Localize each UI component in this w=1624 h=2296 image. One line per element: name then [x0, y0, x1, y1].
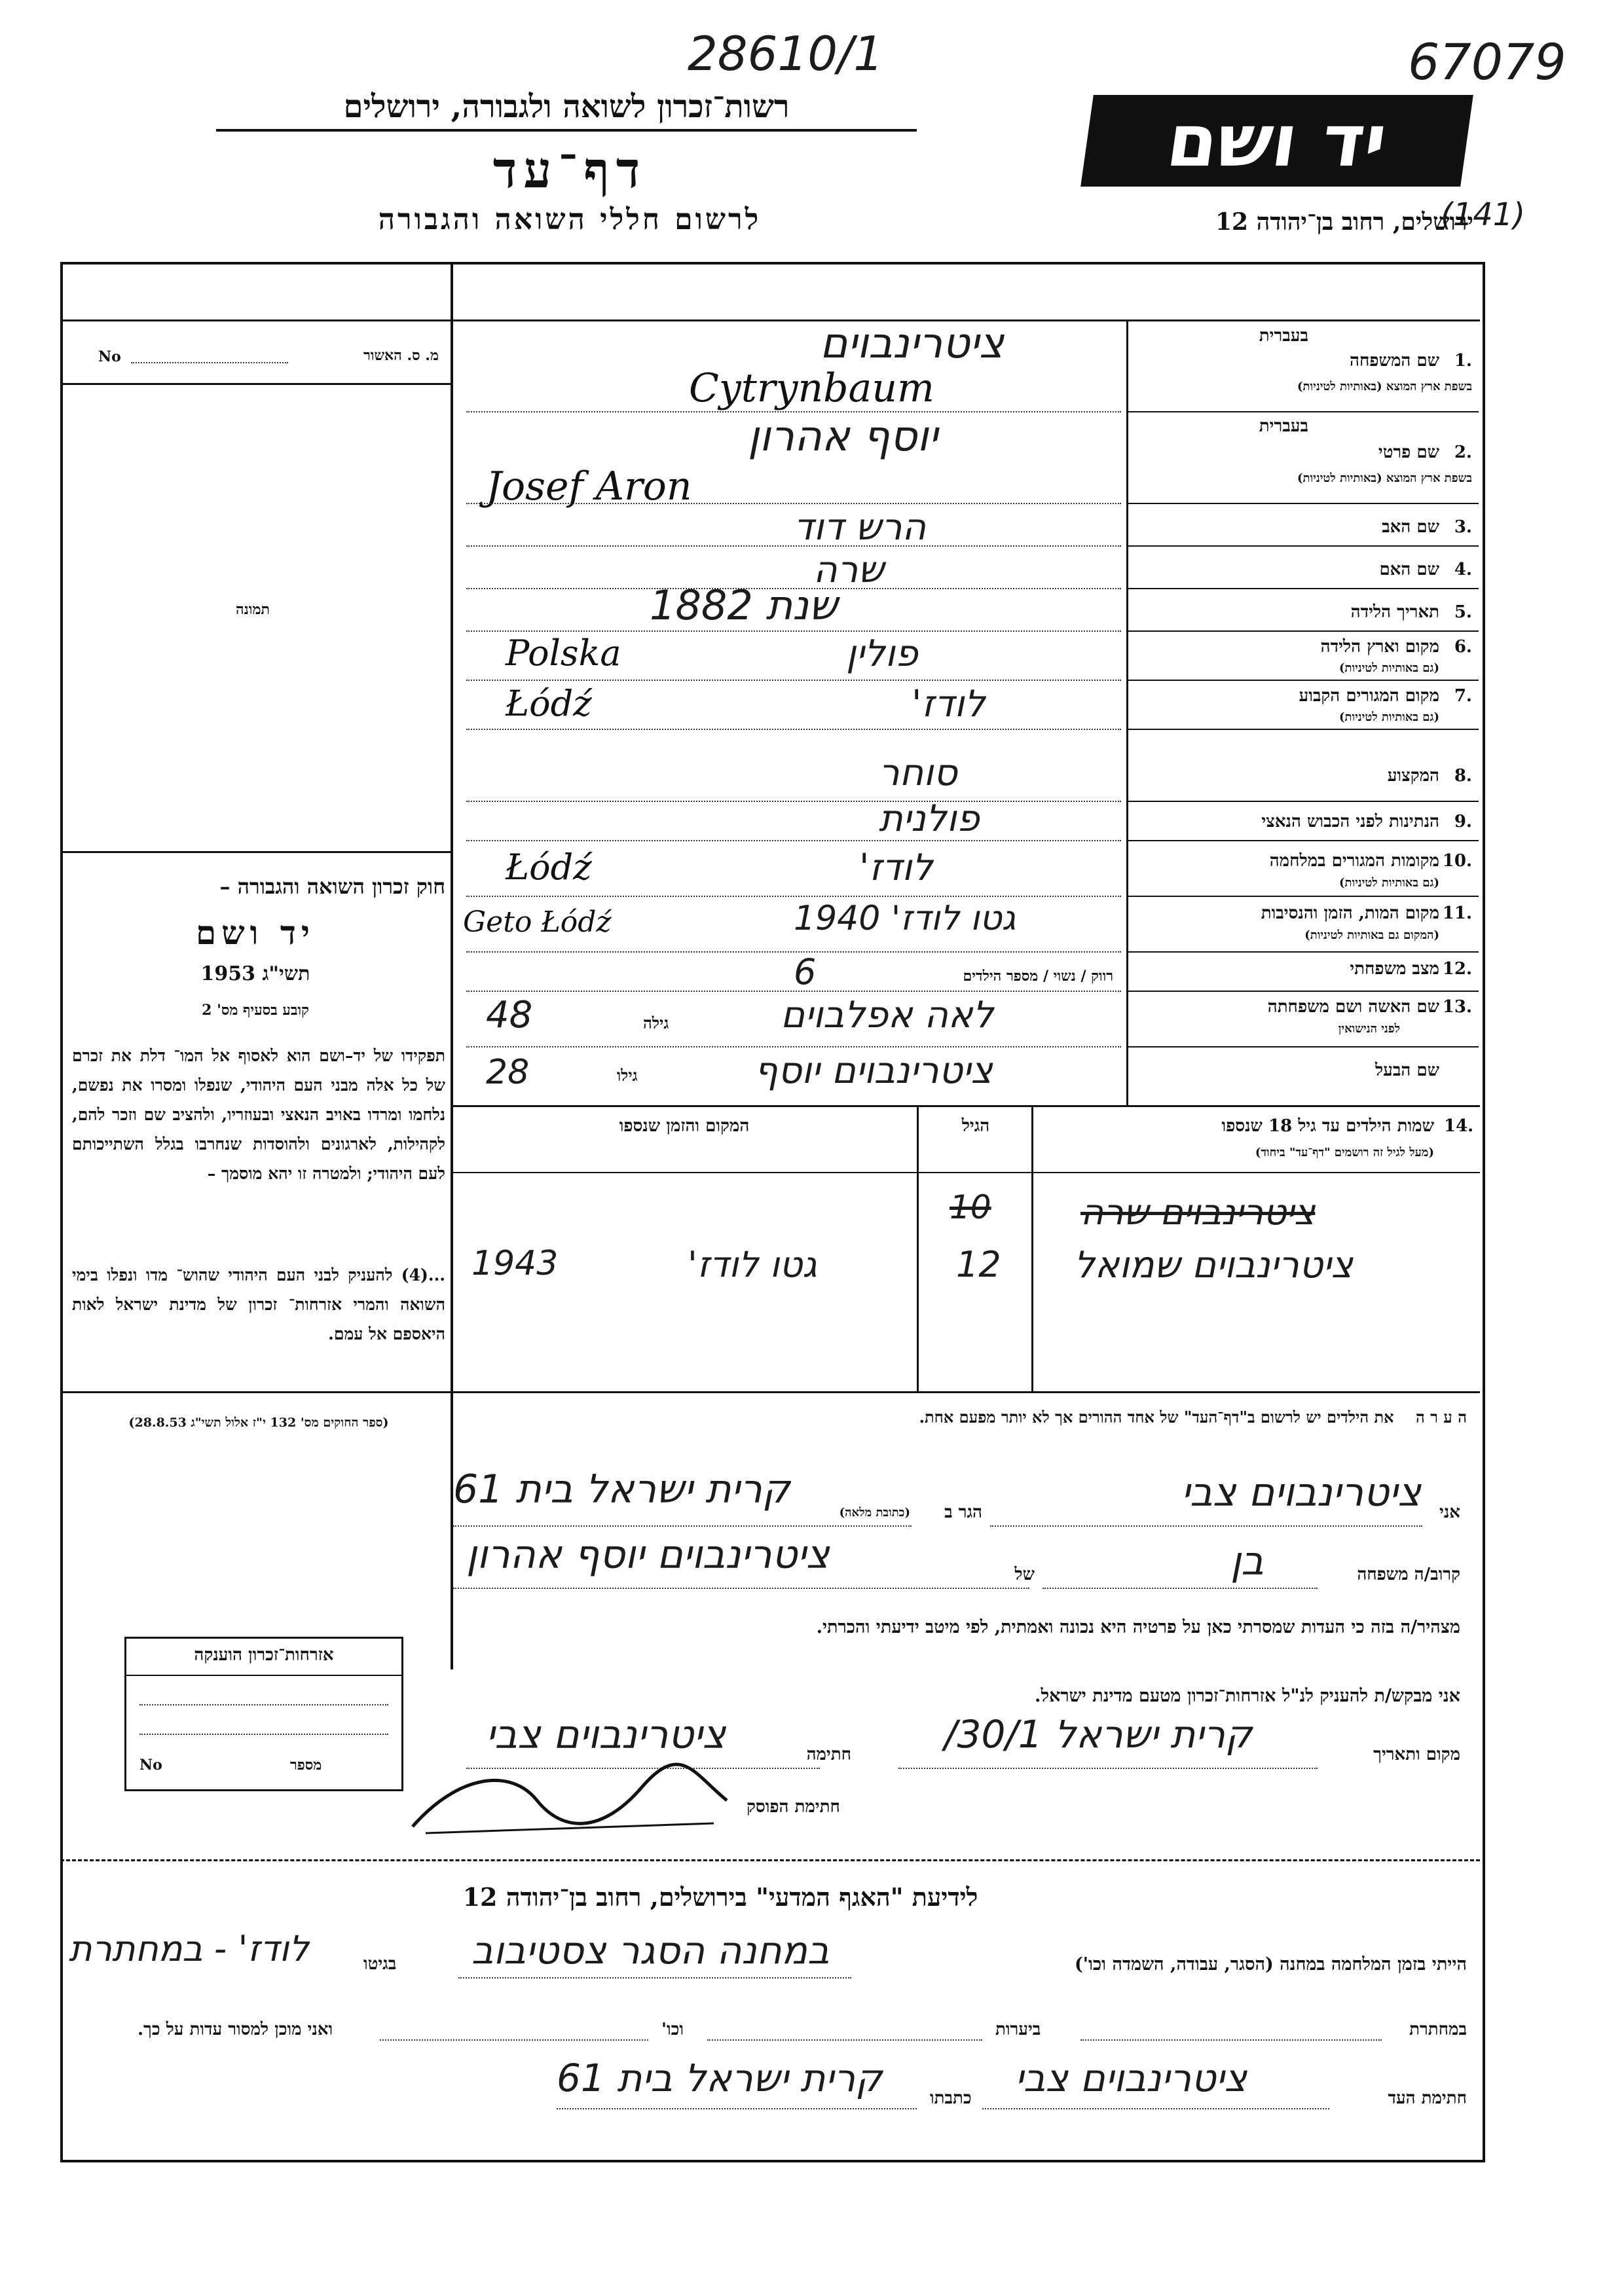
footer-underground-label: במחתרת: [1409, 2020, 1467, 2039]
husband-name: ציטרינבוים יוסף: [754, 1049, 993, 1092]
row-2-num: 2.: [1454, 443, 1472, 462]
form-subtitle: לרשום חללי השואה והגבורה: [378, 203, 762, 236]
row-11-sub: (המקום גם באותיות לטיניות): [1304, 928, 1439, 942]
birth-place-latin: Polska: [506, 632, 621, 674]
row-6-label: מקום וארץ הלידה: [1320, 637, 1439, 657]
logo-text: יד ושם: [1162, 99, 1392, 183]
row-3-label: שם האב: [1382, 517, 1439, 537]
row-2-lang: בעברית: [1259, 416, 1308, 436]
decl-signature-label: חתימה: [806, 1745, 851, 1764]
footer-address-label: כתבתו: [930, 2088, 972, 2108]
decl-place-date: קרית ישראל 30/1/: [944, 1712, 1253, 1757]
row-12-num: 12.: [1442, 959, 1472, 979]
child-2-year: 1943: [471, 1244, 559, 1283]
law-text-2: ...(4) להעניק לבני העם היהודי שהוש־ מדו ונפלו בימי השואה והמרי אזרחות־ זכרון של מדינת ישראל לאות היאספם אל עמם.: [72, 1266, 445, 1343]
row-3-num: 3.: [1454, 517, 1472, 537]
law-name: יד ושם: [196, 913, 315, 952]
row-1-label: שם המשפחה: [1350, 351, 1439, 371]
row-4-num: 4.: [1454, 560, 1472, 579]
note-line: [458, 1408, 1467, 1427]
children-num: 14.: [1444, 1116, 1474, 1136]
footer-testify-label: ואני מוכן למסור עדות על כך.: [138, 2020, 333, 2039]
husband-age-label: גילו: [617, 1066, 638, 1085]
decl-name: ציטרינבוים צבי: [1181, 1470, 1421, 1516]
row-13-label: שם האשה ושם משפחתה: [1267, 997, 1439, 1017]
child-1-name: ציטרינבוים שרה: [1080, 1192, 1316, 1233]
row-6-num: 6.: [1454, 637, 1472, 657]
photo-label: תמונה: [236, 601, 270, 618]
wife-age-label: גילה: [643, 1013, 669, 1032]
child-2-place: גטו לודז': [688, 1244, 817, 1285]
footer-title: לידיעת "האגף המדעי" בירושלים, רחוב בן־יהודה 12: [462, 1882, 978, 1912]
children-count: 6: [794, 951, 817, 993]
circled-number: (141): [1441, 196, 1526, 233]
child-2-age: 12: [956, 1244, 1001, 1285]
decl-relation: בן: [1230, 1539, 1264, 1584]
children-place-header: המקום והזמן שנספו: [619, 1116, 750, 1136]
approval-label: מ. ס. האשור: [363, 347, 439, 364]
decl-request: אני מבקש/ת להעניק לנ"ל אזרחות־זכרון מטעם מדינת ישראל.: [1035, 1686, 1460, 1706]
row-10-label: מקומות המגורים במלחמה: [1269, 851, 1439, 871]
decl-signature: ציטרינבוים צבי: [486, 1712, 726, 1758]
decl-relative-label: קרוב/ה משפחה: [1357, 1565, 1460, 1584]
row-10-sub: (גם באותיות לטיניות): [1338, 876, 1439, 890]
row-11-label: מקום המות, הזמן והנסיבות: [1261, 903, 1439, 923]
decl-address-hint: (כתובת מלאה): [839, 1506, 910, 1520]
nationality: פולנית: [879, 797, 980, 840]
death-place-latin: Geto Łódź: [463, 905, 612, 939]
row-7-label: מקום המגורים הקבוע: [1299, 686, 1439, 706]
father-name: הרש דוד: [794, 506, 927, 549]
row-7-sub: (גם באותיות לטיניות): [1338, 710, 1439, 724]
decl-statement: מצהיר/ה בזה כי העדות שמסרתי כאן על פרטיה היא נכונה ואמתית, לפי מיטב ידיעתי והכרתי.: [816, 1617, 1460, 1637]
surname-hebrew: ציטרינבוים: [820, 319, 1005, 368]
death-place-hebrew: גטו לודז' 1940: [794, 899, 1016, 938]
witness-signature: ציטרינבוים צבי: [1015, 2056, 1247, 2100]
wife-age: 48: [486, 994, 533, 1036]
authority-signature: [406, 1761, 733, 1840]
decl-relative: ציטרינבוים יוסף אהרון: [466, 1532, 830, 1578]
wartime-residence-hebrew: לודז': [859, 847, 933, 889]
row-2-label: שם פרטי: [1378, 443, 1439, 462]
law-clause: קובע בסעיף מס' 2: [202, 1002, 309, 1019]
residence-latin: Łódź: [506, 683, 592, 724]
row-4-label: שם האם: [1379, 560, 1439, 579]
residence-hebrew: לודז': [912, 683, 986, 725]
row-5-label: תאריך הלידה: [1350, 602, 1439, 622]
row-8-num: 8.: [1454, 766, 1472, 786]
row-9-label: הנתינות לפני הכבוש הנאצי: [1261, 812, 1439, 831]
authority-title: רשות־זכרון לשואה ולגבורה, ירושלים: [216, 88, 917, 132]
decl-living-label: הגר ב: [944, 1503, 982, 1522]
decl-of-label: של: [1014, 1565, 1035, 1584]
file-number: 28610/1: [688, 26, 884, 81]
mother-name: שרה: [813, 549, 884, 591]
authority-signature-label: חתימת הפוסק: [747, 1797, 840, 1817]
children-title: שמות הילדים עד גיל 18 שנספו: [1221, 1116, 1434, 1136]
child-1-age: 10: [950, 1188, 991, 1226]
law-source: (ספר החוקים מס' 132 י"ז אלול תשי"ג 28.8.53): [128, 1415, 389, 1430]
footer-etc-label: וכו': [661, 2020, 684, 2039]
birth-date: שנת 1882: [650, 581, 838, 629]
row-1-lang: בעברית: [1259, 326, 1308, 346]
birth-place-hebrew: פולין: [846, 632, 918, 675]
law-year: תשי"ג 1953: [200, 962, 310, 985]
row-9-num: 9.: [1454, 812, 1472, 831]
note-text: את הילדים יש לרשום ב"דף־העד" של אחד ההורים אך לא יותר מפעם אחת.: [919, 1408, 1394, 1427]
row-13-num: 13.: [1442, 997, 1472, 1017]
citizenship-title: אזרחות־זכרון הוענקה: [194, 1645, 334, 1665]
row-11-num: 11.: [1442, 903, 1472, 923]
profession: סוחר: [879, 752, 957, 794]
wartime-residence-latin: Łódź: [506, 847, 592, 888]
firstname-hebrew: יוסף אהרון: [748, 412, 938, 461]
decl-place-date-label: מקום ותאריך: [1373, 1745, 1460, 1764]
yad-vashem-logo: [1080, 95, 1473, 187]
approval-no-label: No: [98, 348, 121, 365]
footer-was-label: הייתי בזמן המלחמה במחנה (הסגר, עבודה, השמדה וכו'): [1074, 1954, 1467, 1975]
marital-status-prompt: רווק / נשוי / מספר הילדים: [963, 968, 1113, 985]
row-2-sub: בשפת ארץ המוצא (באותיות לטיניות): [1297, 471, 1472, 485]
footer-ghetto-label: בגיטו: [363, 1954, 397, 1974]
citizenship-box: [124, 1637, 403, 1791]
law-title: חוק זכרון השואה והגבורה –: [219, 874, 445, 899]
form-rows: [1128, 319, 1479, 1105]
surname-latin: Cytrynbaum: [689, 365, 934, 411]
footer-forests-label: ביערות: [995, 2020, 1041, 2039]
decl-i-label: אני: [1439, 1503, 1460, 1522]
child-2-name: ציטרינבוים שמואל: [1074, 1244, 1353, 1286]
witness-address: קרית ישראל בית 61: [557, 2056, 883, 2100]
row-8-label: המקצוע: [1387, 766, 1439, 786]
husband-label: שם הבעל: [1375, 1061, 1439, 1080]
row-1-num: 1.: [1454, 351, 1472, 371]
firstname-latin: Josef Aron: [486, 464, 692, 509]
signature-scrawl: [406, 1761, 733, 1840]
footer-witness-sig-label: חתימת העד: [1388, 2088, 1467, 2108]
law-text-1: תפקידו של יד–ושם הוא לאסוף אל המו־ דלת את זכרם של כל אלה מבני העם היהודי, שנפלו ומסרו את נפשם, נלחמו ומרדו באויב הנאצי ובעוזריו, ולהציב שם וזכר להם, לקהילות, לארגונים ולהוסדות שנחרבו בגלל השתייכותם לעם היהודי; ולמטרה זו יהא מוסמך –: [72, 1046, 445, 1183]
ghetto-value: לודז' - במחתרת: [69, 1928, 309, 1969]
header-address: ירושלים, רחוב בן־יהודה 12: [1215, 208, 1473, 236]
row-12-label: מצב משפחתי: [1350, 959, 1439, 979]
children-age-header: הגיל: [961, 1116, 990, 1136]
children-note: (מעל לגיל זה רושמים "דף־עד" ביחוד): [1255, 1146, 1434, 1159]
row-1-sub: בשפת ארץ המוצא (באותיות לטיניות): [1297, 380, 1472, 393]
row-6-sub: (גם באותיות לטיניות): [1338, 661, 1439, 675]
camp-value: במחנה הסגר צסטיבוב: [471, 1928, 830, 1973]
wife-name: לאה אפלבוים: [781, 994, 994, 1036]
citizenship-no-label: מספר: [290, 1757, 322, 1774]
row-7-num: 7.: [1454, 686, 1472, 706]
row-13-sub: לפני הנישואין: [1338, 1022, 1400, 1036]
husband-age: 28: [486, 1053, 530, 1092]
form-values: [453, 319, 1126, 1105]
corner-number: 67079: [1408, 33, 1566, 91]
citizenship-no-sign: No: [139, 1757, 162, 1774]
decl-address: קרית ישראל בית 61: [453, 1467, 790, 1512]
note-prefix: ה ע ר ה: [1415, 1408, 1467, 1427]
row-10-num: 10.: [1442, 851, 1472, 871]
form-title: דף־עד: [492, 141, 647, 199]
row-5-num: 5.: [1454, 602, 1472, 622]
